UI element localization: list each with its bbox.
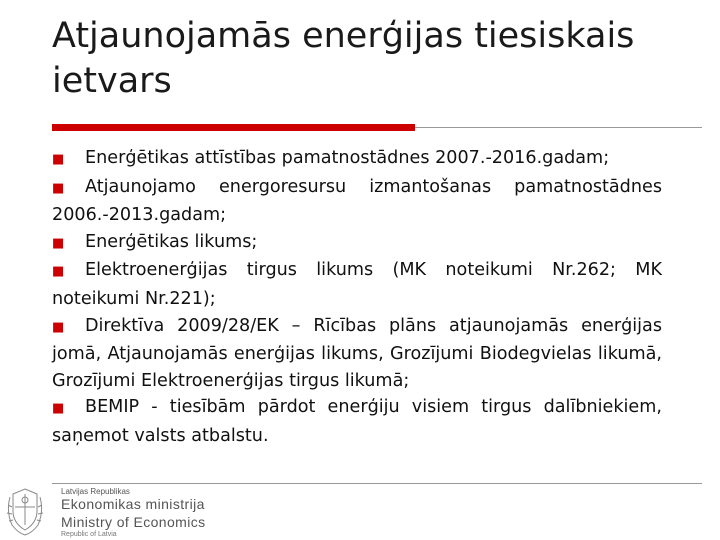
list-item: ■ Elektroenerģijas tirgus likums (MK noteikumi Nr.262; MK noteikumi Nr.221); bbox=[52, 260, 662, 309]
bullet-icon: ■ bbox=[52, 319, 65, 335]
republic-label: Latvijas Republikas bbox=[61, 487, 130, 496]
ministry-name-lv: Ekonomikas ministrija bbox=[61, 496, 205, 512]
bullet-icon: ■ bbox=[52, 401, 65, 417]
bullet-icon: ■ bbox=[52, 152, 65, 167]
republic-label-en: Republic of Latvia bbox=[61, 531, 117, 538]
title-accent-bar bbox=[52, 124, 415, 131]
footer-divider bbox=[52, 483, 702, 484]
list-item: ■ Enerģētikas attīstības pamatnostādnes 2007.-2016.gadam; bbox=[52, 145, 662, 174]
list-item: ■ Atjaunojamo energoresursu izmantošanas pamatnostādnes 2006.-2013.gadam; bbox=[52, 176, 662, 226]
list-item: ■ BEMIP - tiesībām pārdot enerģiju visiem tirgus dalībniekiem, saņemot valsts atbalstu. bbox=[52, 397, 662, 446]
slide-title: Atjaunojamās enerģijas tiesiskais ietvars bbox=[52, 16, 635, 101]
bullet-icon: ■ bbox=[52, 180, 65, 196]
list-item: ■ Enerģētikas likums; bbox=[52, 229, 662, 258]
list-item: ■ Direktīva 2009/28/EK – Rīcības plāns atjaunojamās enerģijas jomā, Atjaunojamās enerģijas likums, Grozījumi Biodegvielas likumā, Grozījumi Elektroenerģijas tirgus likumā; bbox=[52, 315, 662, 391]
bullet-list bbox=[52, 145, 662, 450]
bullet-icon: ■ bbox=[52, 235, 65, 251]
ministry-name-en: Ministry of Economics bbox=[61, 514, 206, 530]
latvia-coat-of-arms-icon bbox=[4, 485, 46, 539]
bullet-icon: ■ bbox=[52, 264, 65, 280]
